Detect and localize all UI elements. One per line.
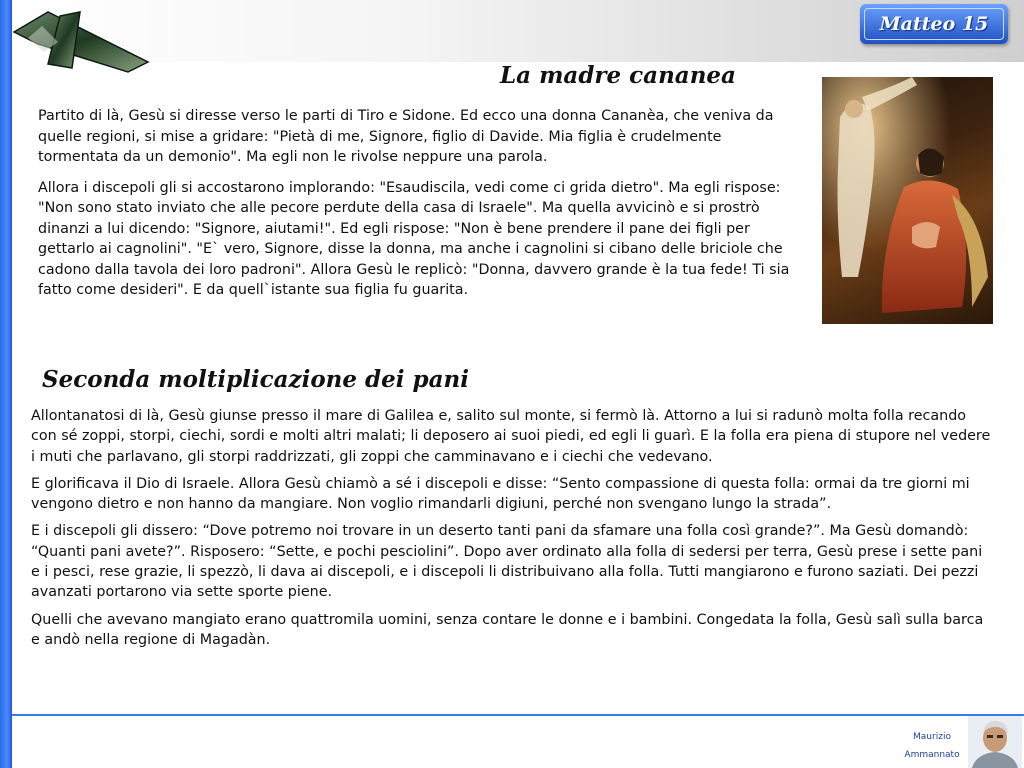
section2-body	[31, 406, 993, 657]
footer-divider	[12, 714, 1024, 716]
cross-logo-icon	[8, 2, 156, 76]
chapter-badge-label: Matteo 15	[864, 8, 1004, 40]
section1-paragraph: Allora i discepoli gli si accostarono implorando: "Esaudiscila, vedi come ci grida dietro". Ma egli rispose: "Non sono stato inviato che alle pecore perdute della casa di Israele". Ma quella avvicinò e si prostrò dinanzi a lui dicendo: "Signore, aiutami!". Ed egli rispose: "Non è bene prendere il pane dei figli per gettarlo ai cagnolini". "E` vero, Signore, disse la donna, ma anche i cagnolini si cibano delle briciole che cadono dalla tavola dei loro padroni". Allora Gesù le replicò: "Donna, davvero grande è la tua fede! Ti sia fatto come desideri". E da quell`istante sua figlia fu guarita.	[38, 179, 790, 298]
section1-paragraph: Partito di là, Gesù si diresse verso le parti di Tiro e Sidone. Ed ecco una donna Cananèa, che veniva da quelle regioni, si mise a gridare: "Pietà di me, Signore, figlio di Davide. Mia figlia è crudelmente tormentata da un demonio". Ma egli non le rivolse neppure una parola.	[38, 108, 774, 165]
author-last-name: Ammannato	[904, 750, 960, 760]
chapter-badge	[860, 4, 1008, 44]
left-accent-bar	[0, 0, 12, 768]
author-credit	[900, 728, 964, 764]
author-photo	[968, 716, 1022, 768]
section2-paragraph: Quelli che avevano mangiato erano quattromila uomini, senza contare le donne e i bambini. Congedata la folla, Gesù salì sulla barca e andò nella regione di Magadàn.	[31, 611, 984, 648]
author-first-name: Maurizio	[913, 732, 951, 742]
section1-body	[38, 106, 806, 311]
painting-art	[822, 77, 993, 324]
section2-title: Seconda moltiplicazione dei pani	[42, 366, 469, 393]
painting-image	[822, 77, 993, 324]
section2-paragraph: E glorificava il Dio di Israele. Allora Gesù chiamò a sé i discepoli e disse: “Sento compassione di questa folla: ormai da tre giorni mi vengono dietro e non hanno da mangiare. Non voglio rimandarli digiuni, perché non svengano lungo la strada”.	[31, 475, 970, 513]
section2-paragraph: Allontanatosi di là, Gesù giunse presso il mare di Galilea e, salito sul monte, si fermò là. Attorno a lui si radunò molta folla recando con sé zoppi, storpi, ciechi, sordi e molti altri malati; li deposero ai suoi piedi, ed egli li guarì. E la folla era piena di stupore nel vedere i muti che parlavano, gli storpi raddrizzati, gli zoppi che camminavano e i ciechi che vedevano.	[31, 408, 991, 465]
section2-paragraph: E i discepoli gli dissero: “Dove potremo noi trovare in un deserto tanti pani da sfamare una folla così grande?”. Ma Gesù domandò: “Quanti pani avete?”. Risposero: “Sette, e pochi pesciolini”. Dopo aver ordinato alla folla di sedersi per terra, Gesù prese i sette pani e i pesci, rese grazie, li spezzò, li dava ai discepoli, e i discepoli li distribuivano alla folla. Tutti mangiarono e furono saziati. Dei pezzi avanzati portarono via sette sporte piene.	[31, 523, 983, 601]
section1-title: La madre cananea	[500, 62, 736, 89]
